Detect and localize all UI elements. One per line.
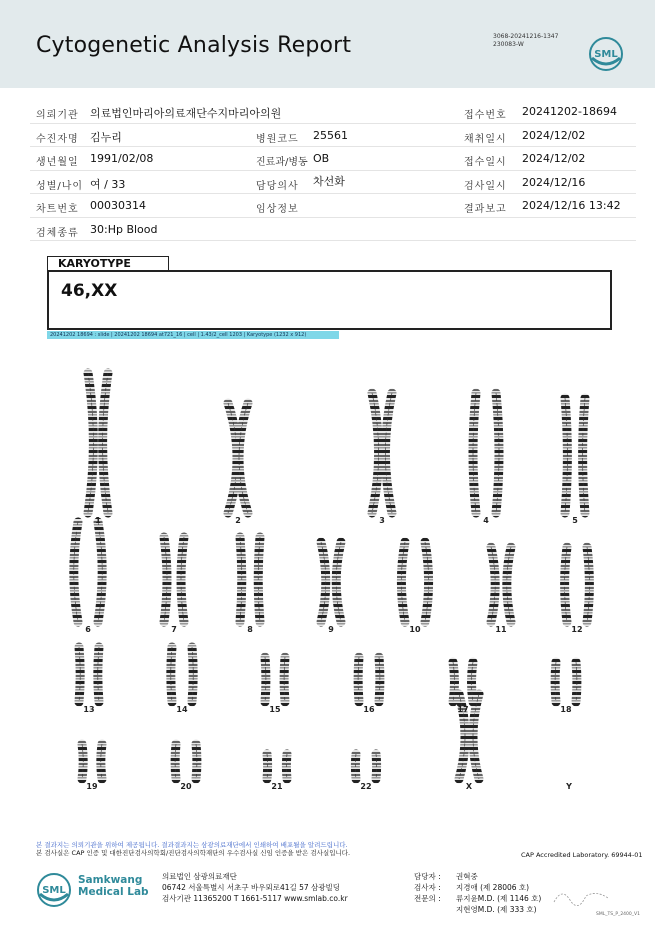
chart-no-label: 차트번호 [36,204,79,215]
footer-logo-text: SML [42,885,66,896]
footer-address [162,871,348,904]
chromosome-label-17: 17 [457,705,469,714]
chromosome-label-16: 16 [363,705,375,714]
receipt-date-value: 2024/12/02 [522,152,586,165]
sex-age-value: 여 / 33 [90,177,126,191]
document-id-line2: 230083-W [493,41,524,48]
name-label: 수진자명 [36,133,79,145]
staff-label-2: 검사자 : [414,883,441,892]
staff-value-2: 지경애 (제 28006 호) [456,883,530,892]
brand-line-1: Samkwang [78,874,143,886]
chromosome-label-11: 11 [495,625,507,634]
karyogram-caption: 20241202 18694 : slide | 20241202 18694 at721_16 | cell | 1.43/2_cell 1203 | Karyotype (1232 x 912) [47,331,339,339]
dept-label: 진료과/병동 [256,157,308,168]
report-date-label: 결과보고 [464,204,507,215]
brand-line-2: Medical Lab [78,886,149,898]
chromosome-label-9: 9 [328,625,334,634]
footer-brand [78,874,149,898]
receipt-no-label: 접수번호 [464,110,507,121]
report-notice [36,841,350,857]
chromosome-label-2: 2 [235,516,241,525]
staff-label-1: 담당자 : [414,872,441,881]
chromosome-label-3: 3 [379,516,385,525]
document-id-line1: 3068-20241216-1347 [493,33,559,40]
chromosome-label-7: 7 [171,625,177,634]
signature-icon [552,882,612,912]
form-code: SML_TS_P_2400_V1 [596,912,640,917]
receipt-no-value: 20241202-18694 [522,105,617,118]
test-date-label: 검사일시 [464,180,507,192]
dept-value: OB [313,152,330,165]
chromosome-label-15: 15 [269,705,281,714]
chromosome-label-18: 18 [560,705,572,714]
report-footer [0,862,655,925]
collect-date-label: 채취일시 [464,133,507,145]
footer-staff [414,871,541,915]
specimen-label: 검체종류 [36,227,79,239]
notice-line-2: 본 검사실은 CAP 인증 및 대한진단검사의학회/진단검사의학재단의 우수검사실 신임 인증을 받은 검사실입니다. [36,849,351,857]
hospital-label: 의뢰기관 [36,110,79,121]
clinical-info-label: 임상정보 [256,204,299,215]
sml-logo-text: SML [594,49,618,60]
chromosome-label-20: 20 [180,782,192,791]
karyotype-result-box [47,270,612,330]
notice-line-1: 본 결과지는 의뢰기관을 위하여 제공됩니다. 결과결과지는 삼광의료재단에서 인쇄하여 배포될을 알려드립니다. [36,841,348,849]
karyogram-image [40,340,620,810]
test-date-value: 2024/12/16 [522,175,586,189]
chromosome-label-X: X [465,782,473,791]
chromosome-label-Y: Y [566,782,572,791]
collect-date-value: 2024/12/02 [522,128,586,142]
chromosome-label-6: 6 [85,625,91,634]
report-date-value: 2024/12/16 13:42 [522,199,621,212]
report-title: Cytogenetic Analysis Report [36,33,352,58]
karyotype-tab: KARYOTYPE [47,256,169,271]
doctor-label: 담당의사 [256,180,299,192]
chromosome-label-21: 21 [271,782,283,791]
org-address: 06742 서울특별시 서초구 바우뫼로41길 57 삼광빌딩 [162,883,341,892]
chromosome-label-8: 8 [247,625,253,634]
chromosome-label-19: 19 [86,782,98,791]
info-row-dob [30,147,636,171]
chromosome-label-4: 4 [483,516,489,525]
info-row-chart-no [30,194,636,218]
cap-accreditation: CAP Accredited Laboratory. 69944-01 [521,851,643,859]
staff-value-3: 류지윤M.D. (제 1146 호) [456,894,542,903]
sex-age-label: 성별/나이 [36,180,84,192]
dob-value: 1991/02/08 [90,152,154,165]
document-id [493,33,558,49]
hospital-code-label: 병원코드 [256,133,299,145]
patient-info-table [30,100,636,241]
staff-value-4: 지현영M.D. (제 333 호) [456,905,537,914]
name-value: 김누리 [90,130,122,144]
specimen-value: 30:Hp Blood [90,222,158,236]
footer-sml-logo-icon [36,872,72,908]
org-contact: 검사기관 11365200 T 1661-5117 www.smlab.co.kr [162,894,348,903]
hospital-value: 의료법인마리아의료재단수지마리아의원 [90,107,282,120]
chromosome-label-12: 12 [571,625,583,634]
chromosome-label-13: 13 [83,705,95,714]
chromosome-label-14: 14 [176,705,188,714]
dob-label: 생년월일 [36,157,79,168]
doctor-value: 차선화 [313,174,345,188]
receipt-date-label: 접수일시 [464,157,507,168]
chromosome-label-10: 10 [409,625,421,634]
chromosome-label-5: 5 [572,516,578,525]
chromosome-label-1: 1 [95,516,101,525]
info-row-specimen [30,218,636,242]
hospital-code-value: 25561 [313,128,348,142]
info-row-sex-age [30,171,636,195]
chromosome-X-homolog-2 [473,694,479,779]
sml-logo-icon [588,36,624,72]
report-header [0,0,655,88]
karyotype-result: 46,XX [61,281,118,301]
staff-label-3: 전문의 : [414,894,441,903]
chromosome-label-22: 22 [360,782,372,791]
chart-no-value: 00030314 [90,199,146,212]
staff-value-1: 권혁중 [456,872,478,881]
info-row-hospital [30,100,636,124]
org-name: 의료법인 삼광의료재단 [162,872,237,881]
info-row-name [30,124,636,148]
